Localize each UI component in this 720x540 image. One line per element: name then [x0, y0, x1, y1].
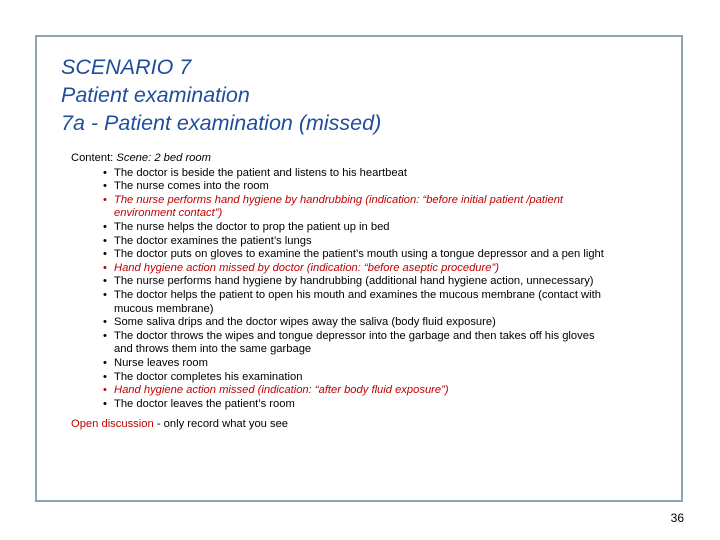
step-item	[103, 329, 671, 357]
step-item	[103, 166, 671, 181]
step-text: The doctor is beside the patient and listens to his heartbeat	[114, 166, 407, 179]
step-text: The nurse performs hand hygiene by handrubbing (indication: “before initial patient /patient environment contact”)	[114, 193, 564, 220]
bullet: •	[103, 180, 107, 193]
step-item	[103, 356, 671, 371]
step-item	[103, 234, 671, 249]
step-text: The doctor helps the patient to open his mouth and examines the mucous membrane (contact with mucous membrane)	[114, 288, 601, 315]
step-text: The nurse performs hand hygiene by handrubbing (additional hand hygiene action, unnecessary)	[114, 275, 594, 288]
step-item	[103, 275, 671, 289]
discussion-note: - only record what you see	[153, 418, 289, 431]
step-item-highlighted	[103, 193, 671, 221]
bullet: •	[103, 397, 107, 410]
title-line-2: Patient examination	[61, 83, 250, 107]
scenario-steps	[71, 167, 671, 412]
step-item	[103, 397, 671, 412]
title-line-3: 7a - Patient examination (missed)	[61, 111, 382, 135]
step-item	[103, 180, 671, 194]
bullet: •	[103, 356, 107, 369]
step-item-highlighted	[103, 384, 671, 398]
bullet: •	[103, 316, 107, 329]
bullet: •	[103, 275, 107, 288]
bullet: •	[103, 220, 107, 233]
bullet: •	[103, 234, 107, 247]
bullet: •	[103, 166, 107, 179]
step-text: Some saliva drips and the doctor wipes away the saliva (body fluid exposure)	[114, 316, 496, 329]
step-text: Nurse leaves room	[114, 356, 208, 369]
bullet: •	[103, 261, 107, 274]
step-text: Hand hygiene action missed (indication: “after body fluid exposure”)	[114, 384, 449, 397]
slide-title	[61, 53, 381, 137]
page-number: 36	[670, 511, 684, 525]
content-heading	[71, 152, 671, 166]
open-discussion	[71, 418, 671, 432]
step-text: The nurse helps the doctor to prop the patient up in bed	[114, 220, 390, 233]
scene-label: Scene: 2 bed room	[116, 152, 211, 164]
step-text: The nurse comes into the room	[114, 180, 269, 193]
step-item	[103, 316, 671, 330]
step-item	[103, 370, 671, 385]
step-text: The doctor throws the wipes and tongue depressor into the garbage and then takes off his gloves and throws them into the same garbage	[114, 329, 595, 356]
bullet: •	[103, 370, 107, 383]
step-item	[103, 248, 671, 262]
bullet: •	[103, 193, 107, 206]
bullet: •	[103, 329, 107, 342]
step-text: The doctor completes his examination	[114, 370, 303, 383]
step-text: The doctor puts on gloves to examine the patient’s mouth using a tongue depressor and a pen light	[114, 248, 604, 261]
step-text: The doctor leaves the patient’s room	[114, 397, 295, 410]
step-item	[103, 288, 671, 316]
step-text: The doctor examines the patient’s lungs	[114, 234, 312, 247]
title-line-1: SCENARIO 7	[61, 55, 192, 79]
bullet: •	[103, 384, 107, 397]
step-text: Hand hygiene action missed by doctor (indication: “before aseptic procedure”)	[114, 261, 499, 274]
step-item	[103, 220, 671, 235]
bullet: •	[103, 248, 107, 261]
content-label: Content:	[71, 152, 117, 164]
bullet: •	[103, 288, 107, 301]
content-block	[71, 152, 671, 432]
step-item-highlighted	[103, 261, 671, 276]
discussion-label: Open discussion	[71, 418, 154, 431]
